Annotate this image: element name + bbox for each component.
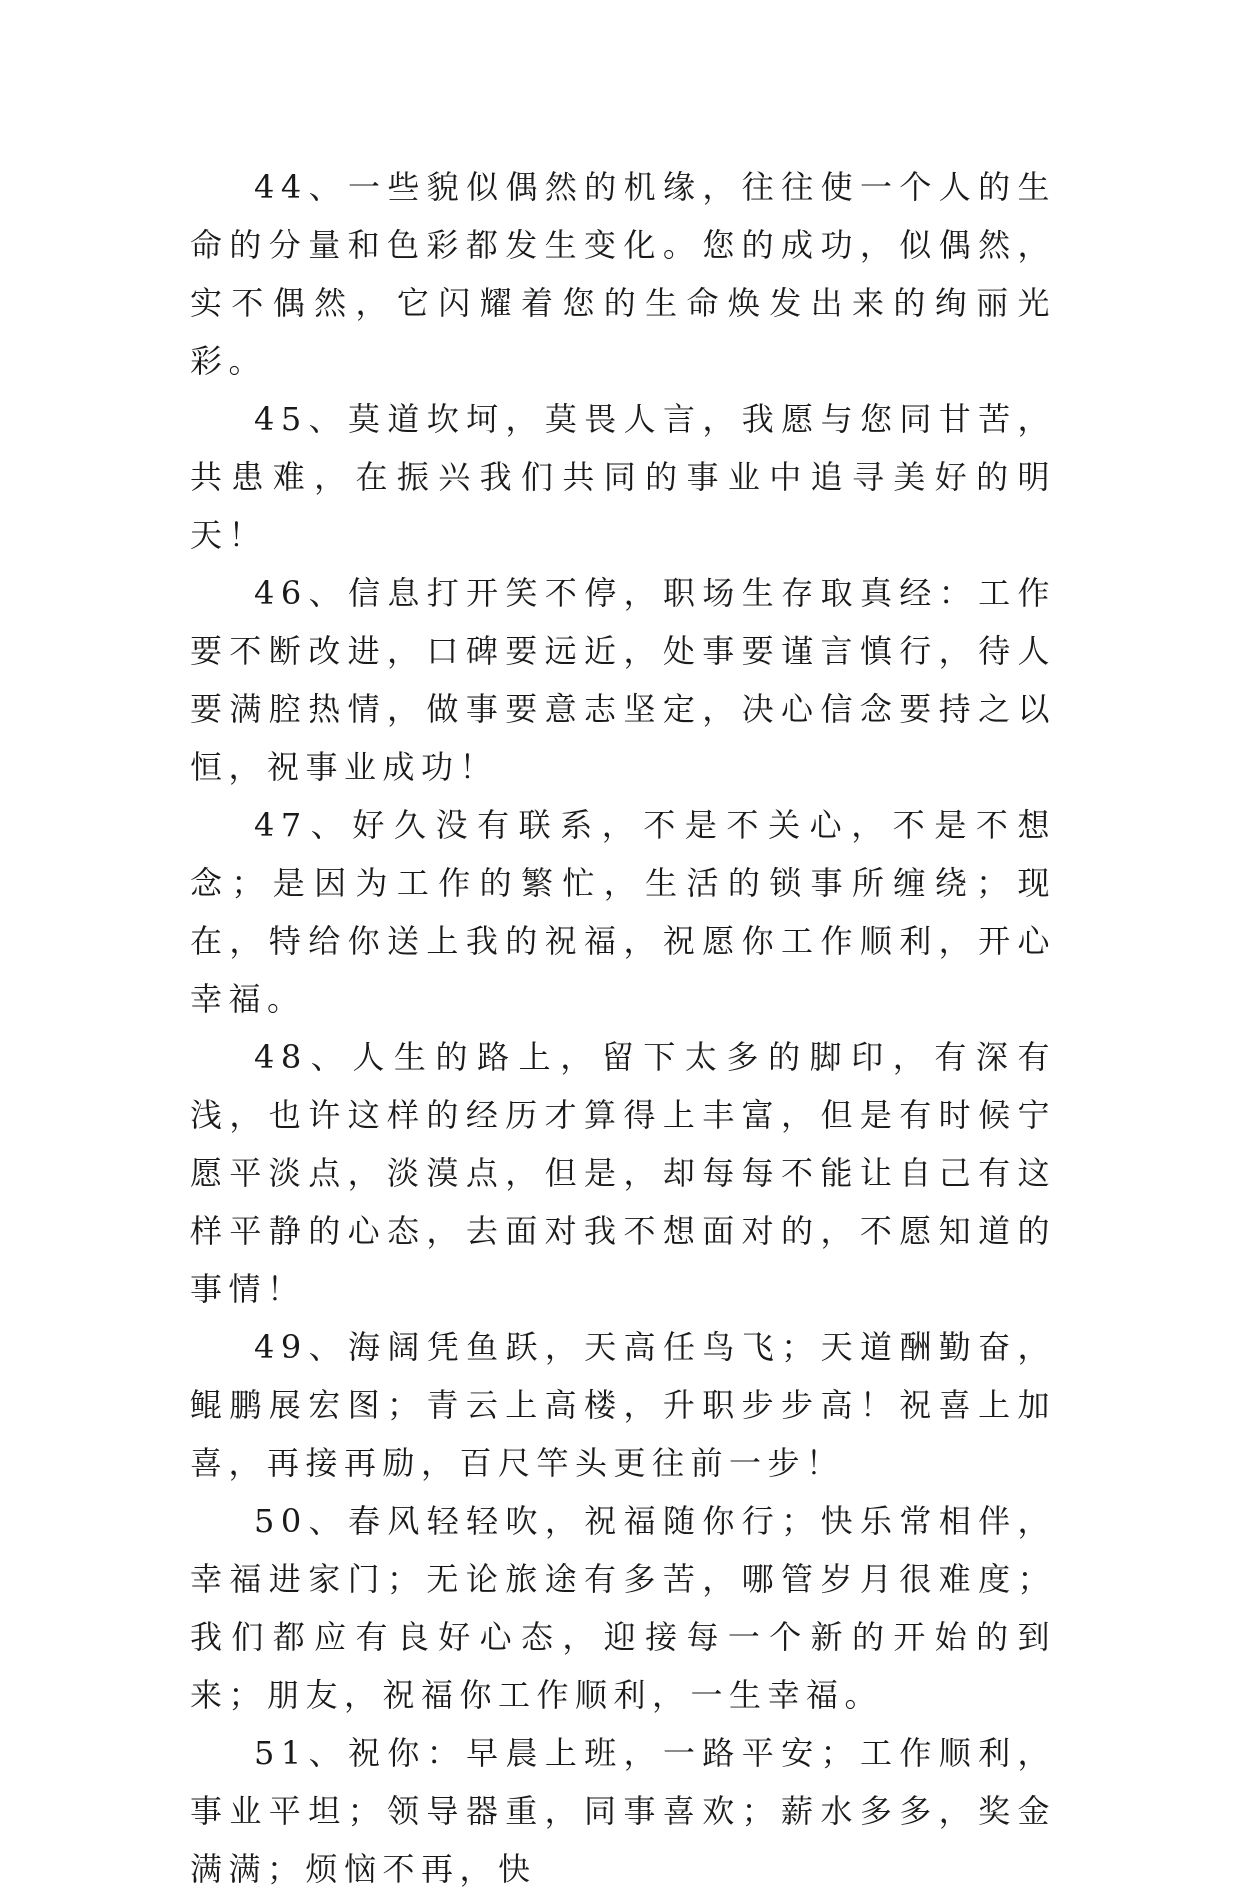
paragraph-44: 44、一些貌似偶然的机缘，往往使一个人的生命的分量和色彩都发生变化。您的成功，似偶然，实不偶然，它闪耀着您的生命焕发出来的绚丽光彩。 bbox=[190, 168, 1056, 380]
document-body bbox=[190, 158, 1056, 1898]
paragraph-51: 51、祝你：早晨上班，一路平安；工作顺利，事业平坦；领导器重，同事喜欢；薪水多多，奖金满满；烦恼不再，快 bbox=[190, 1734, 1056, 1888]
paragraph-45: 45、莫道坎坷，莫畏人言，我愿与您同甘苦，共患难，在振兴我们共同的事业中追寻美好的明天！ bbox=[190, 400, 1056, 554]
paragraph-46: 46、信息打开笑不停，职场生存取真经：工作要不断改进，口碑要远近，处事要谨言慎行，待人要满腔热情，做事要意志坚定，决心信念要持之以恒，祝事业成功！ bbox=[190, 574, 1056, 786]
paragraph-50: 50、春风轻轻吹，祝福随你行；快乐常相伴，幸福进家门；无论旅途有多苦，哪管岁月很难度；我们都应有良好心态，迎接每一个新的开始的到来；朋友，祝福你工作顺利，一生幸福。 bbox=[190, 1502, 1056, 1714]
paragraph-47: 47、好久没有联系，不是不关心，不是不想念；是因为工作的繁忙，生活的锁事所缠绕；现在，特给你送上我的祝福，祝愿你工作顺利，开心幸福。 bbox=[190, 806, 1056, 1018]
paragraph-48: 48、人生的路上，留下太多的脚印，有深有浅，也许这样的经历才算得上丰富，但是有时候宁愿平淡点，淡漠点，但是，却每每不能让自己有这样平静的心态，去面对我不想面对的，不愿知道的事情！ bbox=[190, 1038, 1056, 1308]
paragraph-49: 49、海阔凭鱼跃，天高任鸟飞；天道酬勤奋，鲲鹏展宏图；青云上高楼，升职步步高！祝喜上加喜，再接再励，百尺竿头更往前一步！ bbox=[190, 1328, 1056, 1482]
